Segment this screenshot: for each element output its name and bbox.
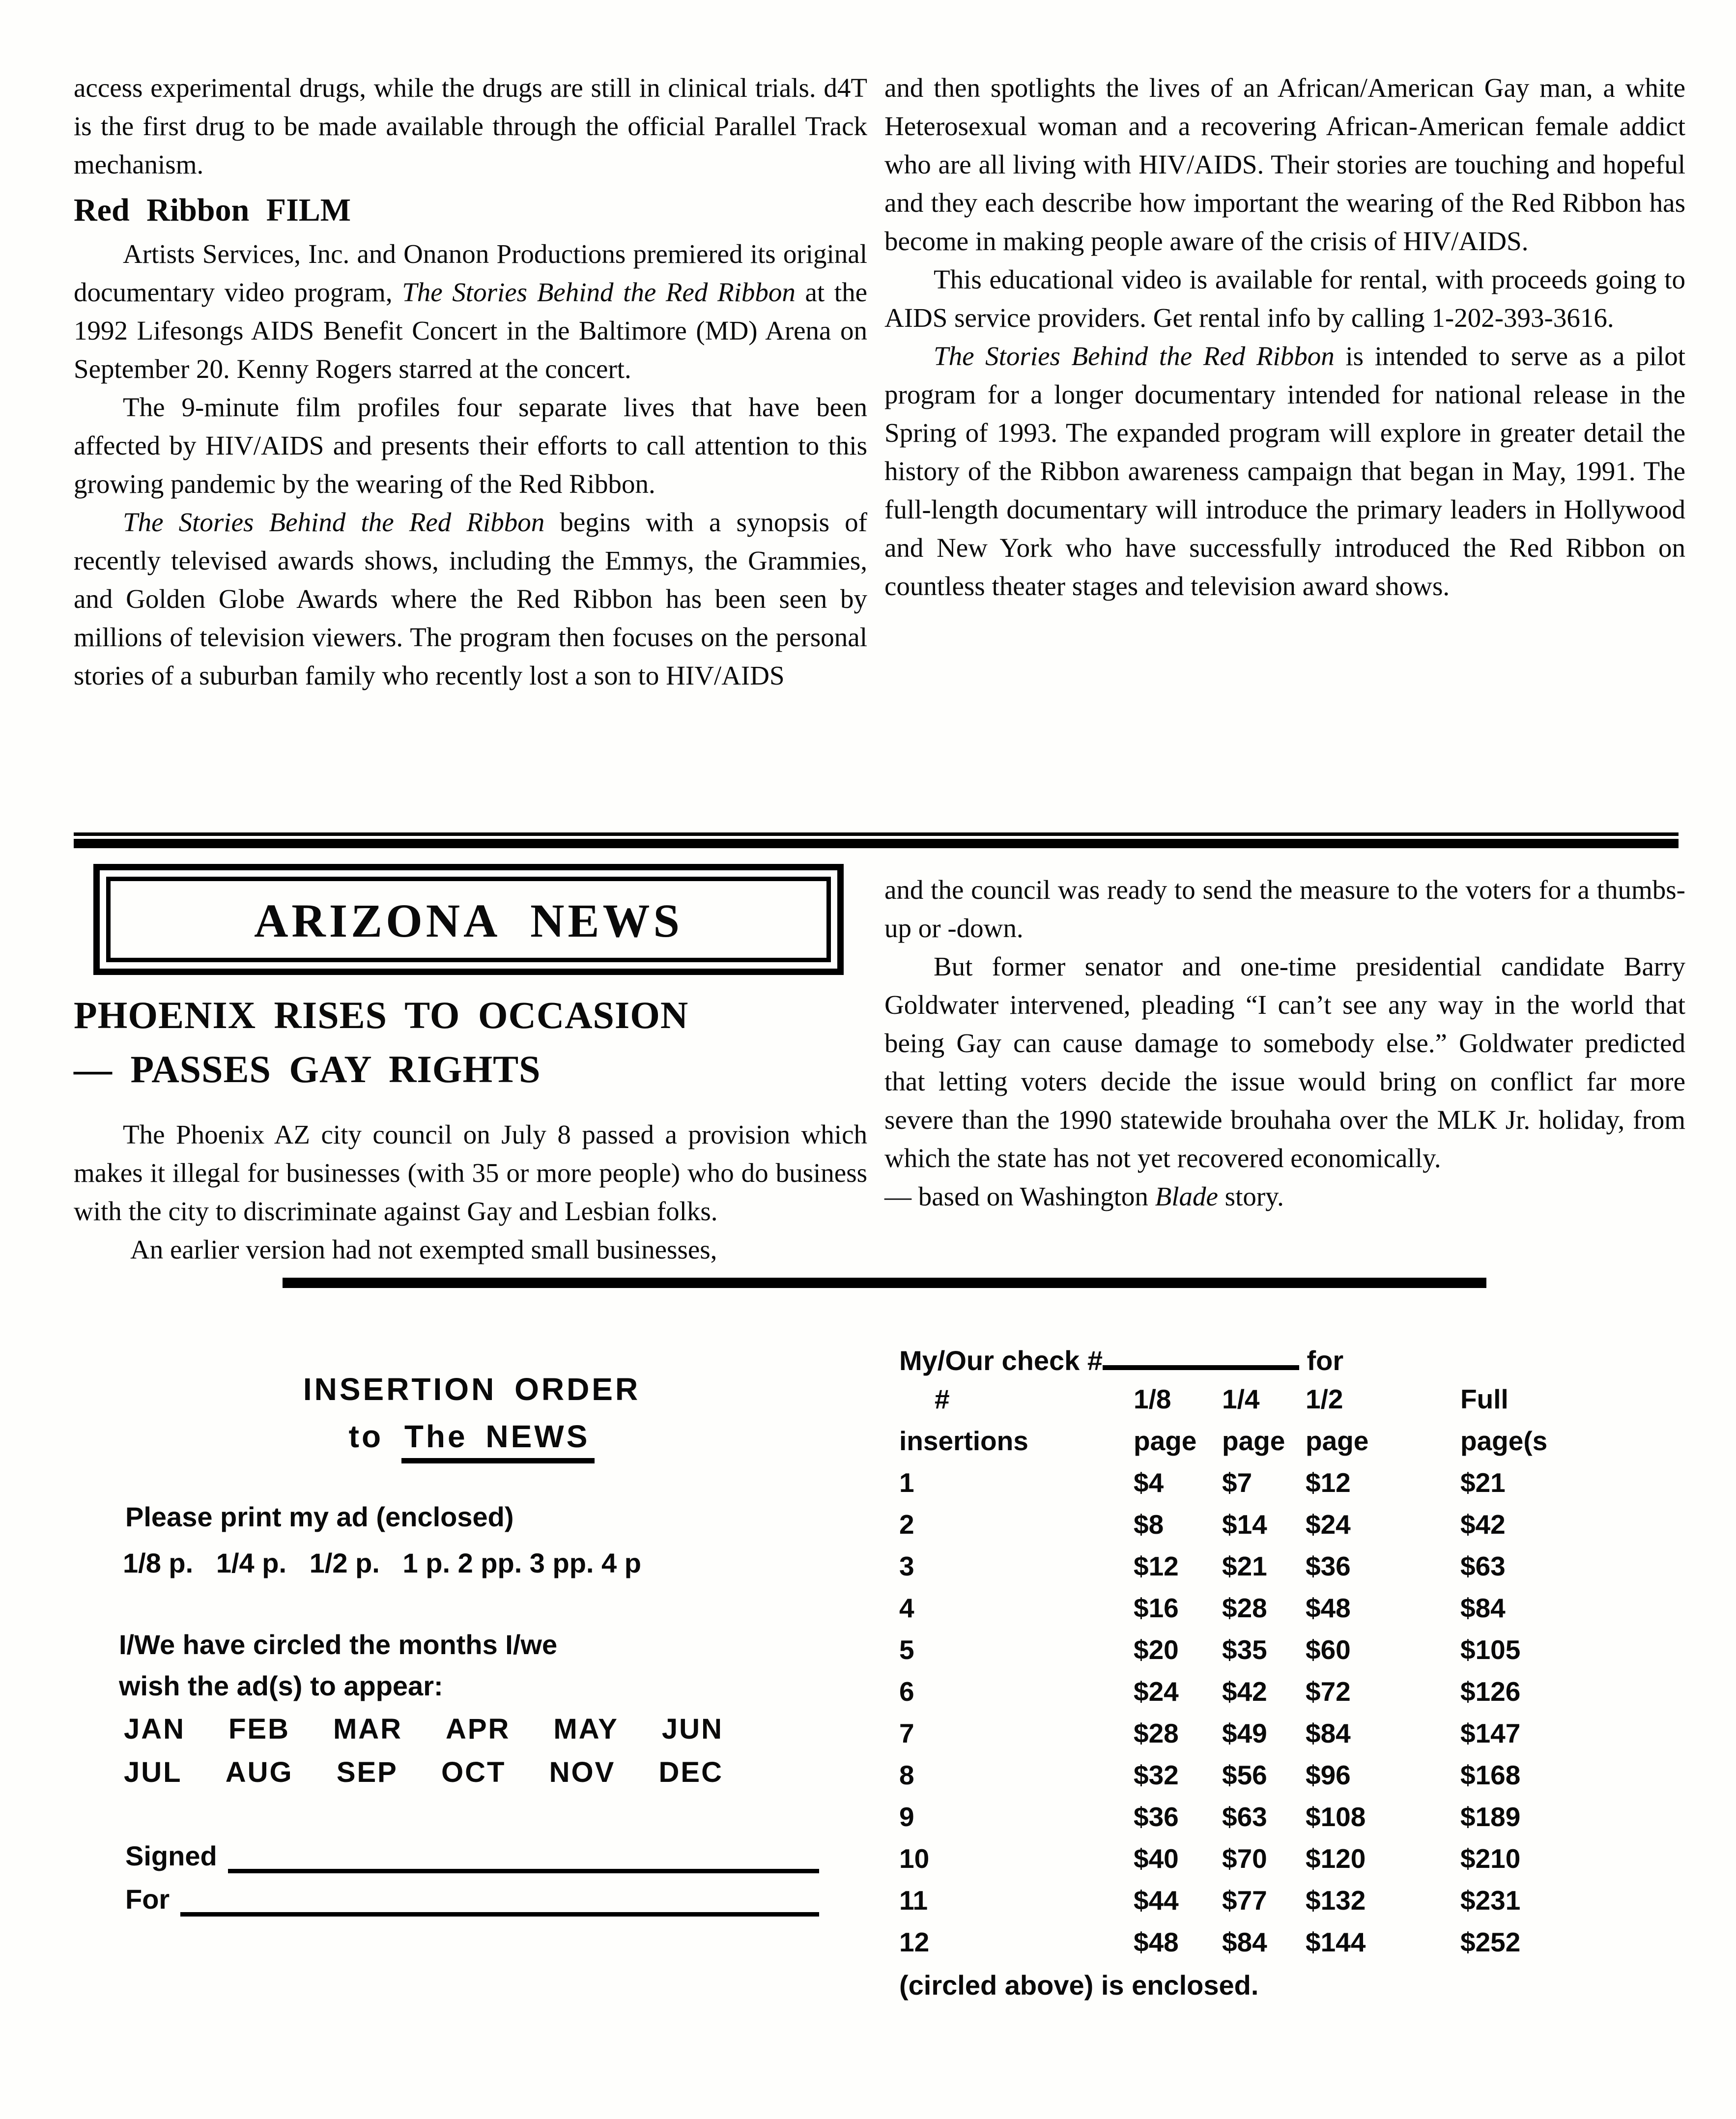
table-cell: $21 [1222,1551,1267,1581]
month-label: APR [445,1713,511,1745]
arizona-news-title: ARIZONA NEWS [254,894,683,947]
newsletter-name: The NEWS [401,1419,595,1463]
table-header-row [899,1420,1721,1462]
top-article-left-column [74,69,867,695]
table-cell: $24 [1306,1509,1351,1540]
for-label: For [125,1884,170,1915]
table-cell: $8 [1134,1509,1164,1540]
table-cell: $20 [1134,1634,1179,1665]
table-cell: 7 [899,1718,914,1748]
table-cell: $70 [1222,1843,1267,1874]
table-cell: $32 [1134,1760,1179,1790]
table-cell: $12 [1306,1467,1351,1498]
table-cell: $28 [1222,1593,1267,1623]
header-cell: page [1222,1426,1285,1456]
top-article-right-column [884,69,1685,605]
header-cell: # [935,1384,950,1414]
phoenix-headline-line2: — PASSES GAY RIGHTS [74,1048,541,1090]
month-label: AUG [225,1756,293,1788]
header-cell: page [1306,1426,1369,1456]
for-row [125,1882,819,1917]
table-cell: $63 [1460,1551,1506,1581]
price-table [899,1378,1721,1963]
table-cell: $4 [1134,1467,1164,1498]
table-cell: $77 [1222,1885,1267,1916]
table-cell: $49 [1222,1718,1267,1748]
article-paragraph: The Phoenix AZ city council on July 8 passed a provision which makes it illegal for businesses (with 35 or more people) who do business with the city to discriminate against Gay and Lesbian folks. [74,1119,867,1226]
table-row [899,1504,1721,1546]
article-paragraph: and then spotlights the lives of an African/American Gay man, a white Heterosexual woman and a recovering African-American female addict who are all living with HIV/AIDS. Their stories are touching and hopeful and they each describe how important the wearing of the Red Ribbon has become in making people aware of the crisis of HIV/AIDS. [884,73,1685,256]
month-label: SEP [336,1756,398,1788]
table-cell: $36 [1134,1802,1179,1832]
table-cell: 1 [899,1467,914,1498]
table-row [899,1838,1721,1880]
article-paragraph: The Stories Behind the Red Ribbon is intended to serve as a pilot program for a longer documentary intended for national release in the Spring of 1993. The expanded program will explore in greater detail the history of the Ribbon awareness campaign that began in May, 1991. The full-length documentary will introduce the primary leaders in Hollywood and New York who have successfully introduced the Red Ribbon on countless theater stages and television award shows. [884,341,1685,601]
arizona-right-column [884,871,1685,1216]
table-row [899,1587,1721,1629]
table-cell: 2 [899,1509,914,1540]
table-cell: $147 [1460,1718,1521,1748]
table-cell: $210 [1460,1843,1521,1874]
article-paragraph: access experimental drugs, while the drugs are still in clinical trials. d4T is the first drug to be made available through the official Parallel Track mechanism. [74,73,867,179]
table-cell: $7 [1222,1467,1252,1498]
month-label: JUL [124,1756,182,1788]
table-cell: $48 [1134,1927,1179,1957]
table-cell: $120 [1306,1843,1366,1874]
table-cell: $231 [1460,1885,1521,1916]
signed-blank-line [228,1863,819,1873]
table-cell: $35 [1222,1634,1267,1665]
table-row [899,1629,1721,1671]
table-cell: 12 [899,1927,930,1957]
months-row-2 [124,1755,723,1790]
insertion-order-subtitle: to The NEWS [157,1419,786,1454]
full-width-divider [74,832,1679,848]
ad-sizes-line: 1/8 p. 1/4 p. 1/2 p. 1 p. 2 pp. 3 pp. 4 p [123,1547,641,1578]
table-cell: $96 [1306,1760,1351,1790]
table-cell: $108 [1306,1802,1366,1832]
table-cell: $36 [1306,1551,1351,1581]
month-label: FEB [228,1713,290,1745]
table-cell: $63 [1222,1802,1267,1832]
header-cell: Full [1460,1384,1508,1414]
insertion-order-title: INSERTION ORDER [303,1372,641,1407]
phoenix-headline-line1: PHOENIX RISES TO OCCASION [74,994,689,1036]
red-ribbon-film-heading: Red Ribbon FILM [74,192,351,228]
table-row [899,1671,1721,1713]
table-row [899,1546,1721,1587]
table-header-row [899,1378,1721,1420]
month-label: OCT [441,1756,506,1788]
table-cell: $144 [1306,1927,1366,1957]
months-row-1 [124,1712,723,1747]
table-cell: $44 [1134,1885,1179,1916]
check-number-blank [1103,1338,1299,1370]
table-cell: $126 [1460,1676,1521,1707]
table-cell: 10 [899,1843,930,1874]
month-label: DEC [658,1756,723,1788]
article-paragraph: The 9-minute film profiles four separate lives that have been affected by HIV/AIDS and presents their efforts to call attention to this growing pandemic by the wearing of the Red Ribbon. [74,392,867,499]
table-cell: $24 [1134,1676,1179,1707]
month-label: JUN [661,1713,723,1745]
section-divider [283,1278,1486,1288]
table-cell: $132 [1306,1885,1366,1916]
article-paragraph: But former senator and one-time presidential candidate Barry Goldwater intervened, pleading “I can’t see any way in the world that being Gay can cause damage to somebody else.” Goldwater predicted that letting voters decide the issue would bring on conflict far more severe than the 1990 statewide brouhaha over the MLK Jr. holiday, from which the state has not yet recovered economically. [884,951,1685,1173]
check-number-line: My/Our check # for [899,1338,1343,1378]
table-cell: $84 [1306,1718,1351,1748]
table-cell: $21 [1460,1467,1506,1498]
table-cell: $12 [1134,1551,1179,1581]
header-cell: insertions [899,1426,1028,1456]
table-cell: 6 [899,1676,914,1707]
table-row [899,1462,1721,1504]
article-paragraph: An earlier version had not exempted small businesses, [130,1234,717,1264]
table-cell: 9 [899,1802,914,1832]
article-paragraph: This educational video is available for rental, with proceeds going to AIDS service providers. Get rental info by calling 1-202-393-3616. [884,264,1685,333]
table-cell: $84 [1460,1593,1506,1623]
month-label: JAN [124,1713,186,1745]
arizona-left-column [74,864,867,1269]
article-paragraph: Artists Services, Inc. and Onanon Productions premiered its original documentary video program, The Stories Behind the Red Ribbon at the 1992 Lifesongs AIDS Benefit Concert in the Baltimore (MD) Arena on September 20. Kenny Rogers starred at the concert. [74,239,867,384]
header-cell: 1/4 [1222,1384,1260,1414]
arizona-news-box [93,864,844,975]
table-cell: $42 [1460,1509,1506,1540]
table-cell: 4 [899,1593,914,1623]
month-label: MAY [553,1713,619,1745]
table-cell: $42 [1222,1676,1267,1707]
signed-label: Signed [125,1840,217,1871]
table-cell: $168 [1460,1760,1521,1790]
table-cell: $28 [1134,1718,1179,1748]
article-paragraph: and the council was ready to send the measure to the voters for a thumbs-up or -down. [884,875,1685,943]
table-cell: $14 [1222,1509,1267,1540]
arizona-news-box-inner [106,877,831,962]
table-row [899,1880,1721,1921]
signed-row [125,1839,819,1873]
table-cell: $72 [1306,1676,1351,1707]
table-row [899,1921,1721,1963]
header-cell: 1/2 [1306,1384,1343,1414]
article-attribution: — based on Washington Blade story. [884,1181,1284,1211]
table-row [899,1754,1721,1796]
table-cell: $40 [1134,1843,1179,1874]
for-blank-line [180,1906,819,1917]
header-cell: page [1134,1426,1197,1456]
header-cell: 1/8 [1134,1384,1171,1414]
table-cell: $56 [1222,1760,1267,1790]
table-cell: $48 [1306,1593,1351,1623]
article-paragraph: The Stories Behind the Red Ribbon begins with a synopsis of recently televised awards shows, including the Emmys, the Grammies, and Golden Globe Awards where the Red Ribbon has been seen by millions of television viewers. The program then focuses on the personal stories of a suburban family who recently lost a son to HIV/AIDS [74,507,867,690]
please-print-line: Please print my ad (enclosed) [125,1501,514,1532]
table-cell: $252 [1460,1927,1521,1957]
circled-months-instruction-line1: I/We have circled the months I/we [119,1629,558,1660]
enclosed-line: (circled above) is enclosed. [899,1970,1259,2001]
table-cell: 3 [899,1551,914,1581]
table-cell: 8 [899,1760,914,1790]
circled-months-instruction-line2: wish the ad(s) to appear: [119,1670,443,1701]
table-cell: 5 [899,1634,914,1665]
table-cell: $189 [1460,1802,1521,1832]
table-cell: $84 [1222,1927,1267,1957]
table-cell: $105 [1460,1634,1521,1665]
month-label: MAR [333,1713,403,1745]
table-cell: 11 [899,1885,928,1916]
header-cell: page(s [1460,1426,1548,1456]
table-row [899,1713,1721,1754]
table-cell: $60 [1306,1634,1351,1665]
table-cell: $16 [1134,1593,1179,1623]
month-label: NOV [549,1756,616,1788]
table-row [899,1796,1721,1838]
